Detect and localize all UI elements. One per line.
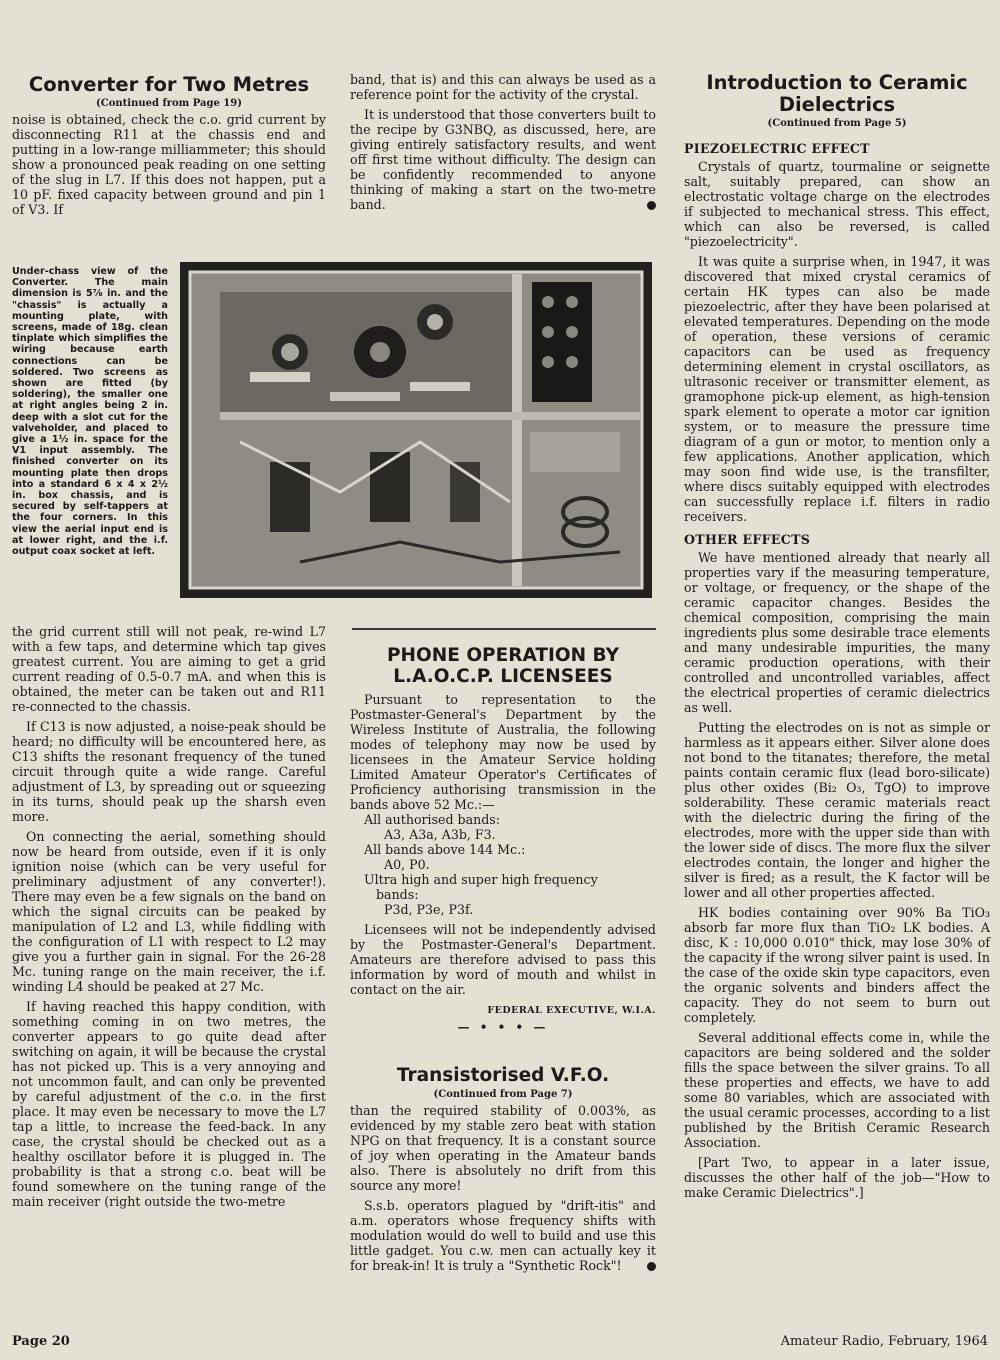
paragraph: If having reached this happy condition, with something coming in on two metres, the converter appears to go quite dead after switching on again, it will be because the crystal has not picked up. This is a very annoying and not uncommon fault, and can only be prevented by careful adjustment of the c.o. in the first place. It may even be necessary to move the L7 tap a little, to increase the feed-back. In any case, the crystal should be checked out as a healthy oscillator before it is plugged in. The probability is that a strong c.o. beat will be found somewhere on the tuning range of the main receiver (right outside the two-metre — [12, 999, 326, 1209]
mode-values: A0, P0. — [384, 857, 430, 873]
article-transistorised-vfo — [350, 1066, 656, 1273]
paragraph: than the required stability of 0.003%, as evidenced by my stable zero beat with station NPG on that frequency. It is a constant source of joy when operating in the Amateur bands also. There is absolutely no drift from this source any more! — [350, 1102, 656, 1193]
mode-heading-cont: bands: — [376, 887, 419, 903]
article-title-ceramic-2: Dielectrics — [778, 92, 896, 116]
paragraph: It is understood that those converters built to the recipe by G3NBQ, as discussed, here, are giving entirely satisfactory results, and went off first time without difficulty. The design can be confidently recommended to anyone thinking of making a start on the two-metre band. — [350, 107, 656, 212]
article-ceramic-dielectrics — [684, 72, 990, 1200]
converter-photo — [180, 262, 652, 598]
paragraph: On connecting the aerial, something should now be heard from outside, even if it is only ignition noise (which can be very useful for preliminary adjustment of any converter!). There may even be a few signals on the band on which the signal circuits can be peaked by manipulation of L2 and L3, while fiddling with the configuration of L1 with respect to L2 may give you a further gain in signal. For the 26-28 Mc. tuning range on the main receiver, the i.f. winding L4 should be peaked at 27 Mc. — [12, 829, 326, 994]
paragraph: [Part Two, to appear in a later issue, discusses the other half of the job—"How to make Ceramic Dielectrics".] — [684, 1154, 990, 1200]
article-title-phone-2: L.A.O.C.P. LICENSEES — [393, 665, 613, 687]
paragraph: the grid current still will not peak, re-wind L7 with a few taps, and determine which tap gives greatest current. You are aiming to get a grid current reading of 0.5-0.7 mA. and when this is obtained, the meter can be taken out and R11 re-connected to the chassis. — [12, 624, 326, 714]
section-heading: OTHER EFFECTS — [684, 531, 811, 547]
continued-note: (Continued from Page 5) — [767, 117, 907, 129]
article-converter-continued — [350, 72, 656, 212]
end-bullet-icon — [647, 1262, 656, 1271]
article-title-converter: Converter for Two Metres — [28, 73, 310, 96]
section-separator: — • • • — — [457, 1020, 549, 1035]
article-converter-bottom — [12, 624, 326, 1209]
paragraph: If C13 is now adjusted, a noise-peak should be heard; no difficulty will be encountered here, as C13 shifts the resonant frequency of the tuned circuit through quite a wide range. Careful adjustment of L3, by spreading out or squeezing in its turns, should peak up the sharsh even more. — [12, 719, 326, 824]
paragraph: noise is obtained, check the c.o. grid current by disconnecting R11 at the chassis end and putting in a low-range milliammeter; this should show a pronounced peak reading on one setting of the slug in L7. If this does not happen, put a 10 pF. fixed capacity between ground and pin 1 of V3. If — [12, 111, 326, 217]
divider-rule — [352, 628, 656, 630]
article-converter-top — [12, 74, 326, 217]
paragraph: band, that is) and this can always be used as a reference point for the activity of the crystal. — [350, 72, 656, 102]
paragraph: HK bodies containing over 90% Ba TiO₃ absorb far more flux than TiO₂ LK bodies. A disc, K : 10,000 0.010" thick, may lose 30% of the capacity if the wrong silver paint is used. In the case of the oxide skin type capacitors, even the organic solvents and binders affect the capacity. They do not seem to burn out completely. — [684, 904, 990, 1025]
mode-values: A3, A3a, A3b, F3. — [384, 827, 496, 843]
mode-heading: Ultra high and super high frequency — [364, 872, 598, 888]
chassis-photo-image — [180, 262, 652, 598]
paragraph: It was quite a surprise when, in 1947, it was discovered that mixed crystal ceramics of certain HK types can also be made piezoelectric, after they have been polarised at elevated temperatures. Depending on the mode of operation, these versions of ceramic capacitors can be used as frequency determining element in crystal oscillators, as ultrasonic receiver or transmitter element, as gramophone pick-up element, as high-tension spark element to operate a motor car ignition system, or to measure the pressure time diagram of a gun or motor, to mention only a few applications. Another application, which may soon find wide use, is the transfilter, where discs suitably equipped with electrodes can successfully replace i.f. filters in radio receivers. — [684, 253, 990, 524]
paragraph: Several additional effects come in, while the capacitors are being soldered and the solder fills the space between the silver grains. To all these properties and effects, we have to add some 80 variables, which are associated with the usual ceramic processes, according to a list published by the British Ceramic Research Association. — [684, 1029, 990, 1150]
article-title-phone-1: PHONE OPERATION BY — [386, 645, 620, 666]
magazine-issue: Amateur Radio, February, 1964 — [780, 1334, 988, 1349]
section-heading: PIEZOELECTRIC EFFECT — [684, 140, 870, 156]
paragraph: We have mentioned already that nearly all properties vary if the measuring temperature, or voltage, or frequency, or the shape of the ceramic capacitor changes. Besides the chemical composition, comprising the main ingredients plus some desirable trace elements and many undesirable impurities, the many ceramic production operations, with their controlled and uncontrolled variables, affect the electrical properties of ceramic dielectrics as well. — [684, 549, 990, 715]
page-number: Page 20 — [12, 1334, 70, 1349]
paragraph: S.s.b. operators plagued by "drift-itis" and a.m. operators whose frequency shifts with modulation would do well to build and use this little gadget. You c.w. men can actually key it for break-in! It is truly a "Synthetic Rock"! — [350, 1197, 656, 1273]
mode-heading: All bands above 144 Mc.: — [364, 842, 526, 858]
photo-caption: Under-chass view of the Converter. The main dimension is 5⅞ in. and the "chassis" is actually a mounting plate, with screens, made of 18g. clean tinplate which simplifies the wiring because earth connections can be soldered. Two screens as shown are fitted (by soldering), the smaller one at right angles being 2 in. deep with a slot cut for the valveholder, and placed to give a 1½ in. space for the V1 input assembly. The finished converter on its mounting plate then drops into a standard 6 x 4 x 2½ in. box chassis, and is secured by self-tappers at the four corners. In this view the aerial input end is at lower right, and the i.f. output coax socket at left. — [12, 266, 168, 558]
signature: FEDERAL EXECUTIVE, W.I.A. — [487, 1005, 656, 1017]
paragraph: Licensees will not be independently advised by the Postmaster-General's Department. Amateurs are therefore advised to pass this information by word of mouth and whilst in contact on the air. — [350, 922, 656, 998]
mode-heading: All authorised bands: — [364, 812, 501, 828]
end-bullet-icon — [647, 201, 656, 210]
mode-values: P3d, P3e, P3f. — [384, 902, 474, 918]
article-phone-operation — [350, 646, 656, 1034]
paragraph: Pursuant to representation to the Postmaster-General's Department by the Wireless Institute of Australia, the following modes of telephony may now be used by licensees in the Amateur Service holding Limited Amateur Operator's Certificates of Proficiency authorising transmission in the bands above 52 Mc.:— — [350, 692, 656, 813]
paragraph: Putting the electrodes on is not as simple or harmless as it appears either. Silver alone does not bond to the titanates; therefore, the metal paints contain ceramic flux (lead boro-silicate) plus other oxides (Bi₂ O₃, TgO) to improve solderability. These ceramic materials react with the dielectric during the firing of the electrodes, more with the upper side than with the lower side of discs. The more flux the silver electrodes contain, the longer and higher the silver is fired; as a result, the K factor will be lower and all other properties affected. — [684, 719, 990, 900]
continued-note: (Continued from Page 19) — [96, 97, 242, 109]
continued-note: (Continued from Page 7) — [433, 1088, 573, 1100]
paragraph: Crystals of quartz, tourmaline or seignette salt, suitably prepared, can show an electrostatic voltage charge on the electrodes if subjected to mechanical stress. This effect, which can also be reversed, is called "piezoelectricity". — [684, 158, 990, 249]
article-title-ceramic-1: Introduction to Ceramic — [706, 71, 968, 94]
article-title-vfo: Transistorised V.F.O. — [396, 1065, 610, 1086]
